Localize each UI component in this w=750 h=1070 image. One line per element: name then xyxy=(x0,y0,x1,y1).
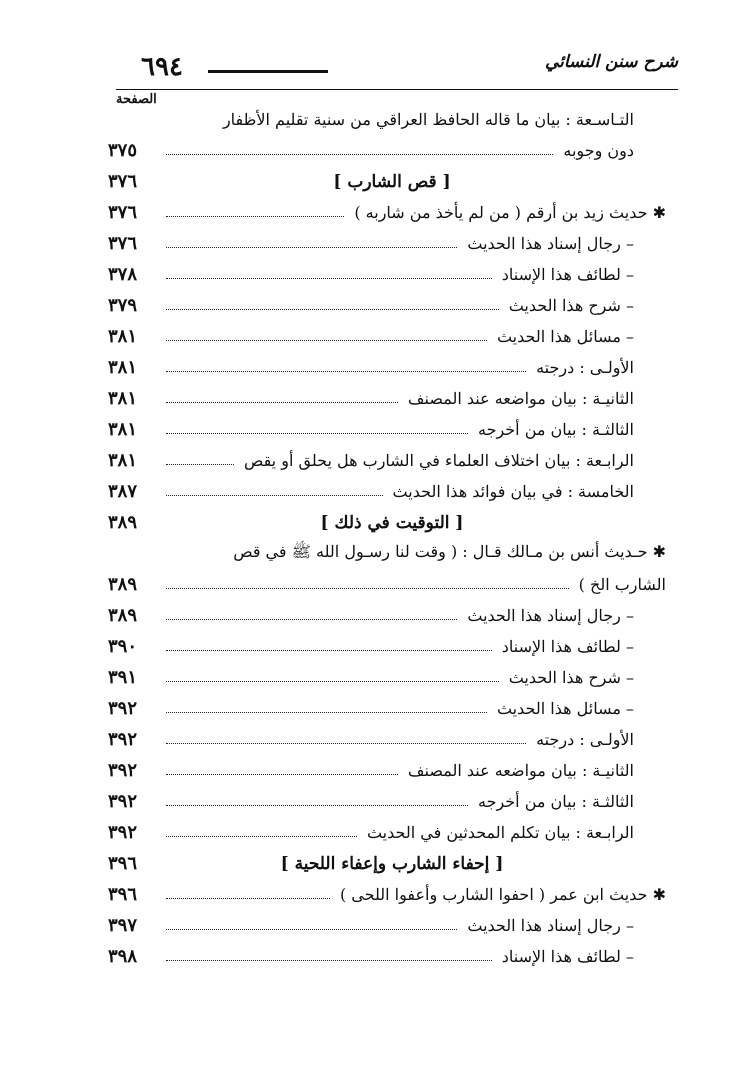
toc-page-number: ٣٧٩ xyxy=(108,295,138,316)
toc-entry xyxy=(108,135,676,166)
toc-page-number: ٣٩٦ xyxy=(108,884,138,905)
toc-entry-title: [ قص الشارب ] xyxy=(333,171,451,192)
toc-entry-title: الأولـى : درجته xyxy=(536,730,634,749)
page-number: ٦٩٤ xyxy=(120,52,204,82)
toc-entry xyxy=(108,941,676,972)
divider xyxy=(116,89,678,90)
toc-section-heading xyxy=(108,848,676,879)
toc-page-number: ٣٩١ xyxy=(108,667,138,688)
toc-page-number: ٣٧٥ xyxy=(108,140,138,161)
toc-entry xyxy=(108,352,676,383)
toc-entry-title: – لطائف هذا الإسناد xyxy=(501,947,634,966)
toc-entry-title: التـاسـعة : بيان ما قاله الحافظ العراقي من سنية تقليم الأظفار xyxy=(222,110,634,129)
toc-page-number: ٣٧٦ xyxy=(108,233,138,254)
toc-entry-title: – لطائف هذا الإسناد xyxy=(501,637,634,656)
dot-leader xyxy=(166,836,357,837)
toc-entry-title: الرابـعة : بيان تكلم المحدثين في الحديث xyxy=(366,823,634,842)
dot-leader xyxy=(166,402,398,403)
dot-leader xyxy=(166,371,526,372)
toc-page-number: ٣٩٨ xyxy=(108,946,138,967)
toc-entry-title: – مسائل هذا الحديث xyxy=(496,699,634,718)
toc-page-number: ٣٨٩ xyxy=(108,574,138,595)
toc-entry xyxy=(108,228,676,259)
dot-leader xyxy=(166,681,499,682)
toc-page-number: ٣٩٢ xyxy=(108,729,138,750)
dot-leader xyxy=(166,464,234,465)
toc-entry-title: ✱ حديث زيد بن أرقم ( من لم يأخذ من شاربه ) xyxy=(354,203,666,222)
toc-entry xyxy=(108,414,676,445)
dot-leader xyxy=(166,309,499,310)
dot-leader xyxy=(166,929,457,930)
dot-leader xyxy=(166,650,492,651)
toc-page-number: ٣٨١ xyxy=(108,388,138,409)
toc-page-number: ٣٧٦ xyxy=(108,171,138,192)
toc-entry-title: الثالثـة : بيان من أخرجه xyxy=(477,792,634,811)
running-title: شرح سنن النسائي xyxy=(544,52,678,72)
toc-entry xyxy=(108,693,676,724)
toc-entry xyxy=(108,259,676,290)
toc-entry-title: الرابـعة : بيان اختلاف العلماء في الشارب هل يحلق أو يقص xyxy=(243,451,634,470)
toc-entry xyxy=(108,321,676,352)
dot-leader xyxy=(166,154,553,155)
toc-page-number: ٣٩٢ xyxy=(108,760,138,781)
toc-entry-title: الشارب الخ ) xyxy=(578,575,666,594)
dot-leader xyxy=(166,774,398,775)
toc-section-heading xyxy=(108,507,676,538)
dot-leader xyxy=(166,960,492,961)
toc-page-number: ٣٧٦ xyxy=(108,202,138,223)
dot-leader xyxy=(166,433,468,434)
toc-page-number: ٣٧٨ xyxy=(108,264,138,285)
toc-page-number: ٣٨٩ xyxy=(108,605,138,626)
dot-leader xyxy=(166,805,468,806)
toc-page-number: ٣٩٦ xyxy=(108,853,138,874)
dot-leader xyxy=(166,712,487,713)
toc-entry xyxy=(108,910,676,941)
toc-entry xyxy=(108,383,676,414)
toc-entry xyxy=(108,569,676,600)
dot-leader xyxy=(166,247,457,248)
toc-entry-title: ✱ حـديث أنس بن مـالك قـال : ( وقت لنا رسـول الله ﷺ في قص xyxy=(233,542,666,561)
toc-entry xyxy=(108,290,676,321)
toc-page-number: ٣٨٩ xyxy=(108,512,138,533)
toc-entry xyxy=(108,755,676,786)
toc-entry-title: [ إحفاء الشارب وإعفاء اللحية ] xyxy=(280,853,504,874)
toc-entry xyxy=(108,879,676,910)
toc-entry xyxy=(108,662,676,693)
toc-page-number: ٣٨١ xyxy=(108,357,138,378)
toc-entry xyxy=(108,724,676,755)
dot-leader xyxy=(166,340,487,341)
toc-entry xyxy=(108,631,676,662)
toc-section-heading xyxy=(108,166,676,197)
toc-page-number: ٣٩٧ xyxy=(108,915,138,936)
toc-entry xyxy=(108,786,676,817)
toc-entry-title: – رجال إسناد هذا الحديث xyxy=(467,916,634,935)
toc-page-number: ٣٩٢ xyxy=(108,698,138,719)
toc-entry-title: الثالثـة : بيان من أخرجه xyxy=(477,420,634,439)
toc-entry xyxy=(108,445,676,476)
toc-entry-title: ✱ حديث ابن عمر ( احفوا الشارب وأعفوا اللحى ) xyxy=(339,885,666,904)
toc-entry xyxy=(108,197,676,228)
dot-leader xyxy=(166,743,526,744)
toc-entry-title: – رجال إسناد هذا الحديث xyxy=(467,606,634,625)
toc-entry-title: الأولـى : درجته xyxy=(536,358,634,377)
toc-entry-title: الثانيـة : بيان مواضعه عند المصنف xyxy=(407,389,634,408)
toc-entry-title: دون وجوبه xyxy=(563,141,634,160)
toc-entry xyxy=(108,600,676,631)
page-column-label: الصفحة xyxy=(116,92,157,107)
toc-entry-title: الثانيـة : بيان مواضعه عند المصنف xyxy=(407,761,634,780)
toc-page-number: ٣٨١ xyxy=(108,419,138,440)
toc-entry-title: – شرح هذا الحديث xyxy=(508,668,634,687)
page-number-block xyxy=(120,52,328,82)
toc-entry xyxy=(108,476,676,507)
toc-entry-title: الخامسة : في بيان فوائد هذا الحديث xyxy=(392,482,634,501)
dot-leader xyxy=(166,588,569,589)
toc-page-number: ٣٩٢ xyxy=(108,791,138,812)
dot-leader xyxy=(166,495,383,496)
dot-leader xyxy=(166,619,457,620)
toc-entry-title: – شرح هذا الحديث xyxy=(508,296,634,315)
toc-entry xyxy=(108,104,676,135)
toc-page-number: ٣٩٠ xyxy=(108,636,138,657)
toc-page-number: ٣٩٢ xyxy=(108,822,138,843)
header-rule xyxy=(208,70,328,73)
toc-entry-title: – مسائل هذا الحديث xyxy=(496,327,634,346)
toc-entry-title: – لطائف هذا الإسناد xyxy=(501,265,634,284)
toc-entry xyxy=(108,817,676,848)
toc-entry-title: [ التوقيت في ذلك ] xyxy=(320,512,464,533)
dot-leader xyxy=(166,278,492,279)
toc-entry-title: – رجال إسناد هذا الحديث xyxy=(467,234,634,253)
table-of-contents xyxy=(108,104,676,972)
toc-page-number: ٣٨١ xyxy=(108,326,138,347)
toc-page-number: ٣٨١ xyxy=(108,450,138,471)
toc-page-number: ٣٨٧ xyxy=(108,481,138,502)
dot-leader xyxy=(166,216,344,217)
dot-leader xyxy=(166,898,330,899)
toc-entry xyxy=(108,538,676,569)
